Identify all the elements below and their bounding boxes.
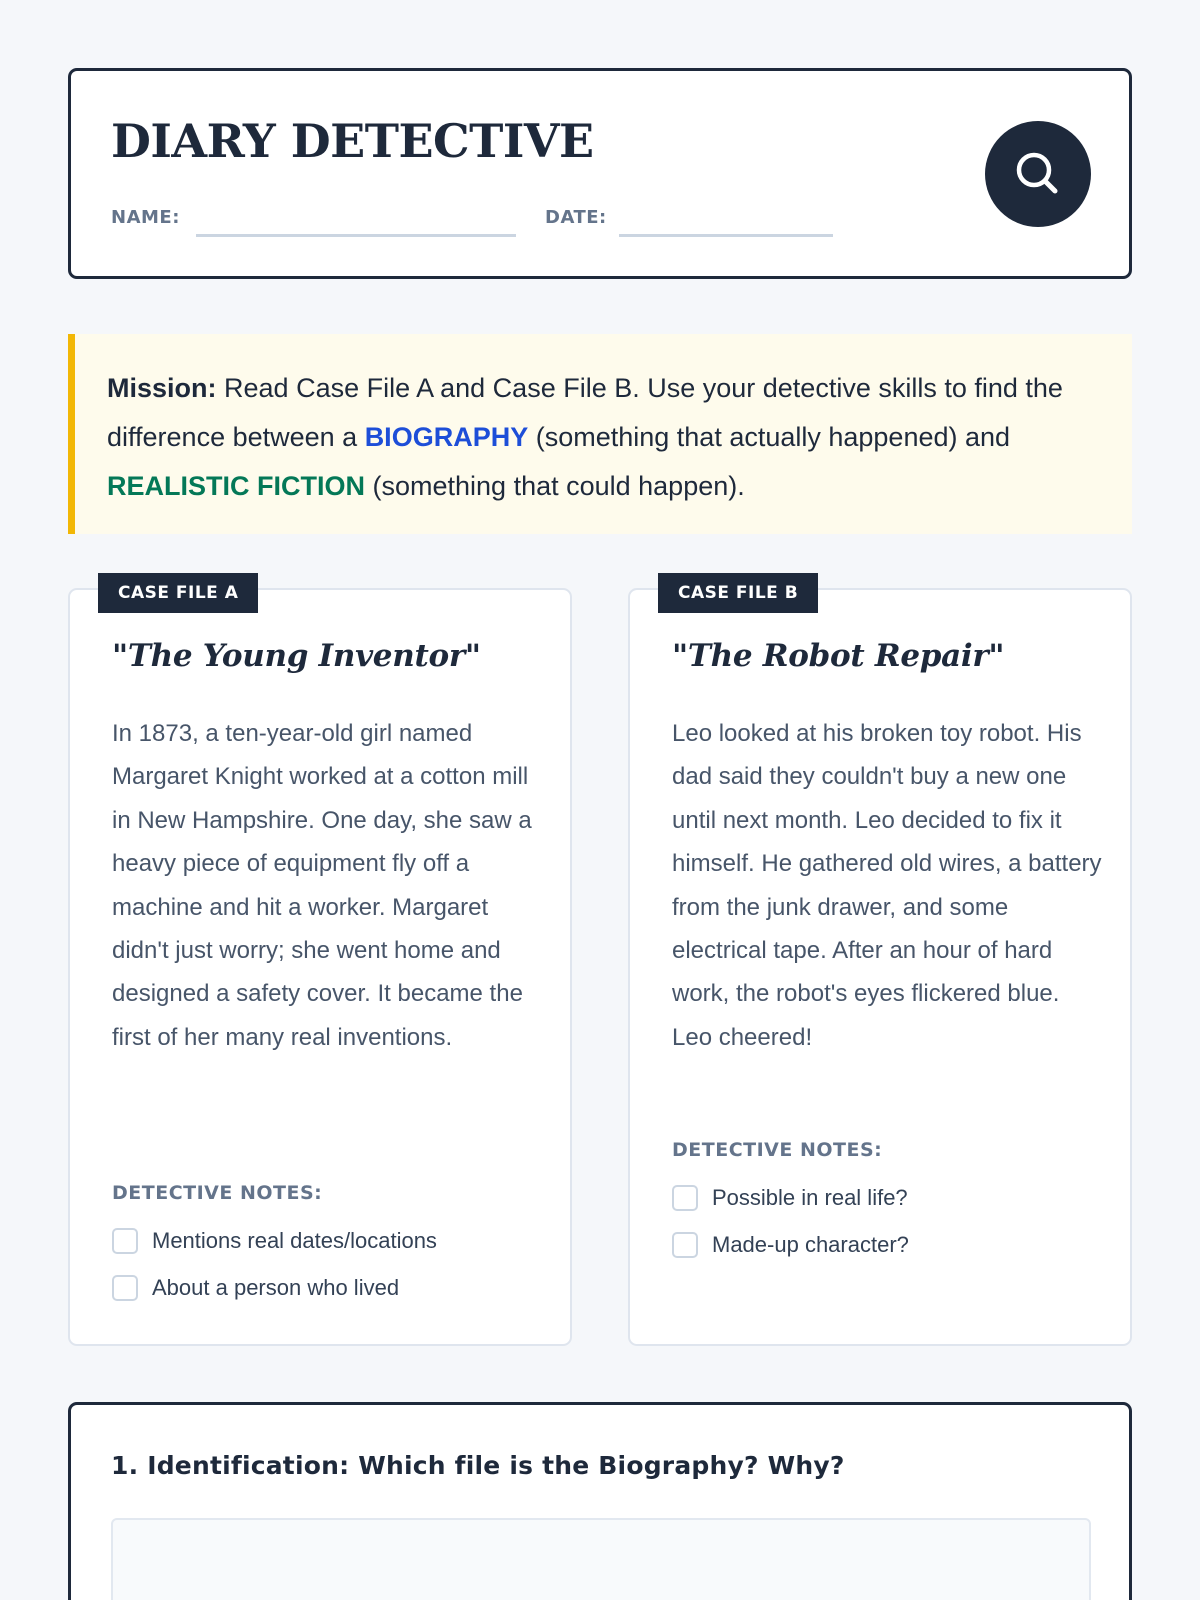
name-label: NAME: <box>111 207 180 228</box>
checklist-label: Possible in real life? <box>712 1185 908 1210</box>
name-field[interactable] <box>196 234 516 237</box>
answer-textarea[interactable] <box>111 1518 1091 1600</box>
realistic-fiction-term: REALISTIC FICTION <box>107 471 365 501</box>
checklist-label: About a person who lived <box>152 1275 400 1300</box>
case-title: "The Young Inventor" <box>112 638 481 674</box>
mission-text-2: (something that actually happened) and <box>528 422 1011 452</box>
case-file-a <box>68 583 572 1346</box>
mission-lead: Mission: <box>107 373 217 403</box>
checklist-item[interactable] <box>112 1275 399 1301</box>
checklist-item[interactable] <box>672 1232 909 1258</box>
case-title: "The Robot Repair" <box>672 638 1005 674</box>
worksheet-header <box>68 68 1132 279</box>
checklist-label: Mentions real dates/locations <box>152 1228 437 1253</box>
checklist-item[interactable] <box>112 1228 437 1254</box>
checkbox[interactable] <box>112 1228 138 1254</box>
date-field[interactable] <box>619 234 833 237</box>
checkbox[interactable] <box>672 1232 698 1258</box>
date-label: DATE: <box>545 207 607 228</box>
checkbox[interactable] <box>112 1275 138 1301</box>
checklist-item[interactable] <box>672 1185 908 1211</box>
question-text: 1. Identification: Which file is the Biography? Why? <box>111 1451 845 1480</box>
mission-text-1: Read Case File A and Case File B. Use your detective skills to find the difference between a <box>107 373 1063 452</box>
question-card <box>68 1402 1132 1600</box>
mission-text-3: (something that could happen). <box>365 471 745 501</box>
biography-term: BIOGRAPHY <box>364 422 529 452</box>
checkbox[interactable] <box>672 1185 698 1211</box>
case-tag: CASE FILE A <box>98 573 258 613</box>
page-title: DIARY DETECTIVE <box>111 114 594 168</box>
case-body: In 1873, a ten-year-old girl named Margaret Knight worked at a cotton mill in New Hampshire. One day, she saw a heavy piece of equipment fly off a machine and hit a worker. Margaret didn't just worry; she went home and designed a safety cover. It became the first of her many real inventions. <box>112 720 532 1051</box>
detective-notes-label: DETECTIVE NOTES: <box>112 1182 323 1204</box>
case-body: Leo looked at his broken toy robot. His dad said they couldn't buy a new one until next month. Leo decided to fix it himself. He gathered old wires, a battery from the junk drawer, and some electrical tape. After an hour of hard work, the robot's eyes flickered blue. Leo cheered! <box>672 720 1102 1051</box>
detective-badge <box>985 121 1091 227</box>
search-icon <box>1013 149 1063 199</box>
case-tag: CASE FILE B <box>658 573 818 613</box>
detective-notes-label: DETECTIVE NOTES: <box>672 1139 883 1161</box>
checklist-label: Made-up character? <box>712 1232 909 1257</box>
case-file-b <box>628 583 1132 1346</box>
mission-banner <box>68 334 1132 534</box>
